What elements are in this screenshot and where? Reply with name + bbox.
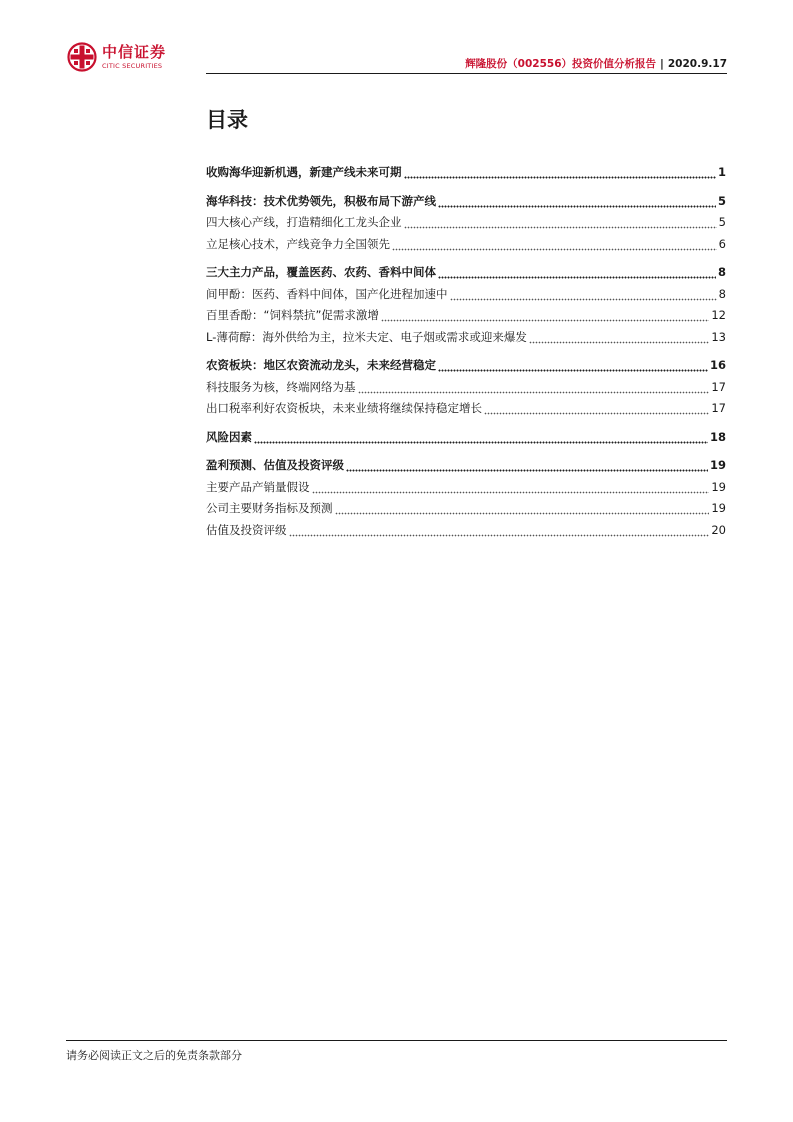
- toc-entry-label: 收购海华迎新机遇，新建产线未来可期: [206, 165, 402, 179]
- page-title: 目录: [206, 108, 248, 132]
- toc-dot-leader: [254, 427, 708, 449]
- toc-entry-label: 海华科技：技术优势领先，积极布局下游产线: [206, 193, 436, 208]
- toc-entry-label: 盈利预测、估值及投资评级: [206, 458, 344, 472]
- toc-page-number: 6: [718, 236, 726, 251]
- toc-entry-main[interactable]: [206, 355, 726, 377]
- toc-section: [206, 191, 726, 256]
- toc-entry-label: L-薄荷醇：海外供给为主，拉米夫定、电子烟或需求或迎来爆发: [206, 329, 527, 344]
- toc-page-number: 19: [709, 458, 726, 472]
- footer-divider: [66, 1040, 727, 1041]
- header-divider: [206, 73, 727, 74]
- toc-page-number: 20: [711, 522, 726, 537]
- toc-section: [206, 355, 726, 420]
- toc-entry-label: 四大核心产线，打造精细化工龙头企业: [206, 215, 402, 229]
- toc-page-number: 19: [711, 501, 726, 515]
- toc-entry-sub[interactable]: [206, 212, 726, 234]
- toc-dot-leader: [404, 162, 716, 184]
- toc-dot-leader: [392, 234, 717, 256]
- toc-entry-sub[interactable]: [206, 305, 726, 327]
- toc-page-number: 5: [718, 215, 726, 229]
- toc-page-number: 1: [717, 165, 726, 179]
- citic-emblem-icon: [67, 42, 97, 72]
- toc-dot-leader: [529, 327, 710, 349]
- toc-entry-label: 农资板块：地区农资流动龙头，未来经营稳定: [206, 358, 436, 372]
- toc-section: [206, 455, 726, 541]
- toc-page-number: 18: [709, 429, 726, 444]
- toc-dot-leader: [438, 191, 716, 213]
- citic-logo: [67, 40, 166, 74]
- toc-dot-leader: [404, 212, 717, 234]
- toc-section: [206, 262, 726, 348]
- toc-page-number: 13: [711, 329, 726, 344]
- toc-page-number: 19: [711, 479, 726, 494]
- toc-entry-label: 三大主力产品，覆盖医药、农药、香料中间体: [206, 265, 436, 279]
- toc-entry-sub[interactable]: [206, 520, 726, 542]
- toc-page-number: 12: [711, 308, 726, 322]
- toc-dot-leader: [484, 398, 709, 420]
- toc-entry-main[interactable]: [206, 455, 726, 477]
- toc-entry-label: 出口税率利好农资板块，未来业绩将继续保持稳定增长: [206, 401, 482, 415]
- logo-chinese-name: 中信证券: [102, 42, 167, 61]
- toc-entry-sub[interactable]: [206, 398, 726, 420]
- toc-dot-leader: [358, 377, 710, 399]
- toc-page-number: 17: [711, 401, 726, 415]
- toc-dot-leader: [381, 305, 709, 327]
- toc-entry-label: 百里香酚：“饲料禁抗”促需求激增: [206, 308, 379, 322]
- toc-entry-sub[interactable]: [206, 377, 726, 399]
- toc-entry-main[interactable]: [206, 191, 726, 213]
- toc-entry-main[interactable]: [206, 262, 726, 284]
- toc-dot-leader: [289, 520, 710, 542]
- toc-entry-label: 估值及投资评级: [206, 522, 287, 537]
- toc-page-number: 17: [711, 379, 726, 394]
- toc-page-number: 8: [717, 265, 726, 279]
- table-of-contents: [206, 162, 726, 548]
- toc-page-number: 5: [717, 193, 726, 208]
- toc-dot-leader: [450, 284, 717, 306]
- footer-disclaimer: 请务必阅读正文之后的免责条款部分: [66, 1049, 242, 1062]
- toc-entry-label: 公司主要财务指标及预测: [206, 501, 333, 515]
- toc-dot-leader: [312, 477, 710, 499]
- toc-page-number: 8: [718, 286, 726, 301]
- toc-dot-leader: [438, 262, 716, 284]
- toc-entry-sub[interactable]: [206, 284, 726, 306]
- toc-entry-label: 科技服务为核，终端网络为基: [206, 379, 356, 394]
- toc-entry-label: 主要产品产销量假设: [206, 479, 310, 494]
- toc-entry-sub[interactable]: [206, 327, 726, 349]
- toc-entry-sub[interactable]: [206, 234, 726, 256]
- toc-dot-leader: [438, 355, 708, 377]
- toc-dot-leader: [335, 498, 710, 520]
- toc-entry-sub[interactable]: [206, 498, 726, 520]
- report-date: 2020.9.17: [667, 58, 727, 70]
- toc-entry-label: 风险因素: [206, 429, 252, 444]
- toc-section: [206, 162, 726, 184]
- toc-entry-label: 间甲酚：医药、香料中间体，国产化进程加速中: [206, 286, 448, 301]
- report-header: [465, 56, 727, 71]
- toc-entry-main[interactable]: [206, 162, 726, 184]
- report-title: 辉隆股份（002556）投资价值分析报告: [465, 58, 657, 70]
- toc-dot-leader: [346, 455, 708, 477]
- toc-entry-main[interactable]: [206, 427, 726, 449]
- header-separator: |: [660, 58, 664, 70]
- toc-entry-label: 立足核心技术，产线竞争力全国领先: [206, 236, 390, 251]
- toc-page-number: 16: [709, 358, 726, 372]
- logo-english-name: CITIC SECURITIES: [102, 61, 163, 70]
- toc-entry-sub[interactable]: [206, 477, 726, 499]
- toc-section: [206, 427, 726, 449]
